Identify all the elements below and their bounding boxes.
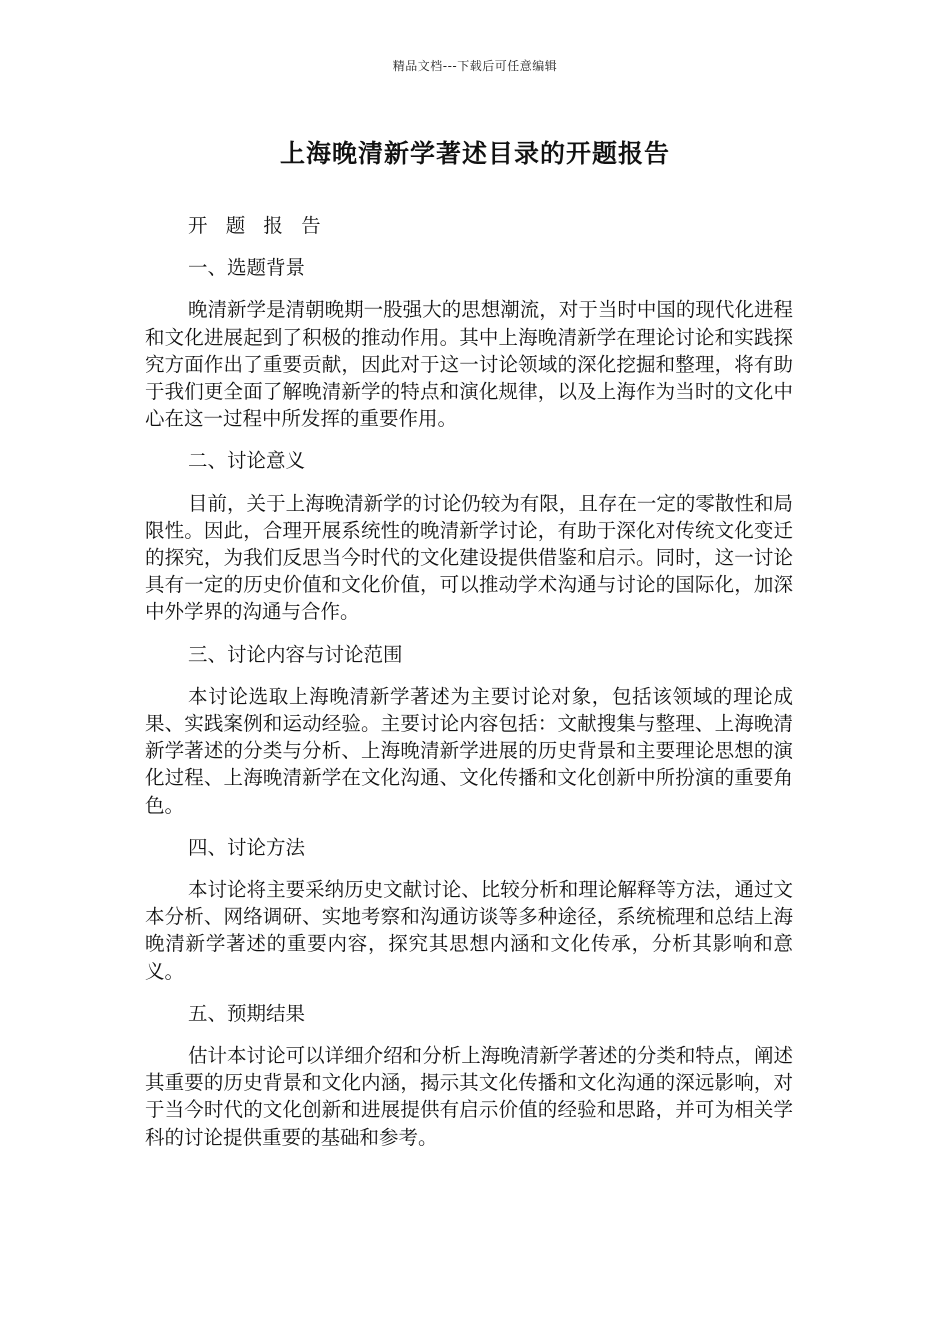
section-heading-methods: 四、讨论方法 [188,835,306,859]
paragraph-significance: 目前，关于上海晚清新学的讨论仍较为有限，且存在一定的零散性和局限性。因此，合理开展系统性的晚清新学讨论，有助于深化对传统文化变迁的探究，为我们反思当今时代的文化建设提供借鉴和启示。同时，这一讨论具有一定的历史价值和文化价值，可以推动学术沟通与讨论的国际化，加深中外学界的沟通与合作。 [145,491,793,624]
report-heading: 开 题 报 告 [188,214,327,237]
section-heading-scope: 三、讨论内容与讨论范围 [188,642,403,666]
paragraph-scope: 本讨论选取上海晚清新学著述为主要讨论对象，包括该领域的理论成果、实践案例和运动经验。主要讨论内容包括：文献搜集与整理、上海晚清新学著述的分类与分析、上海晚清新学进展的历史背景和主要理论思想的演化过程、上海晚清新学在文化沟通、文化传播和文化创新中所扮演的重要角色。 [145,684,793,817]
document-body [145,212,793,1166]
section-heading-expected-results: 五、预期结果 [188,1001,306,1025]
section-heading-background: 一、选题背景 [188,256,306,280]
document-title: 上海晚清新学著述目录的开题报告 [279,139,670,168]
paragraph-methods: 本讨论将主要采纳历史文献讨论、比较分析和理论解释等方法，通过文本分析、网络调研、实地考察和沟通访谈等多种途径，系统梳理和总结上海晚清新学著述的重要内容，探究其思想内涵和文化传承，分析其影响和意义。 [145,878,793,983]
header-note: 精品文档---下载后可任意编辑 [392,59,558,73]
paragraph-expected-results: 估计本讨论可以详细介绍和分析上海晚清新学著述的分类和特点，阐述其重要的历史背景和文化内涵，揭示其文化传播和文化沟通的深远影响，对于当今时代的文化创新和进展提供有启示价值的经验和思路，并可为相关学科的讨论提供重要的基础和参考。 [145,1044,793,1149]
paragraph-background: 晚清新学是清朝晚期一股强大的思想潮流，对于当时中国的现代化进程和文化进展起到了积极的推动作用。其中上海晚清新学在理论讨论和实践探究方面作出了重要贡献，因此对于这一讨论领域的深化挖掘和整理，将有助于我们更全面了解晚清新学的特点和演化规律，以及上海作为当时的文化中心在这一过程中所发挥的重要作用。 [145,298,793,431]
section-heading-significance: 二、讨论意义 [188,449,306,473]
